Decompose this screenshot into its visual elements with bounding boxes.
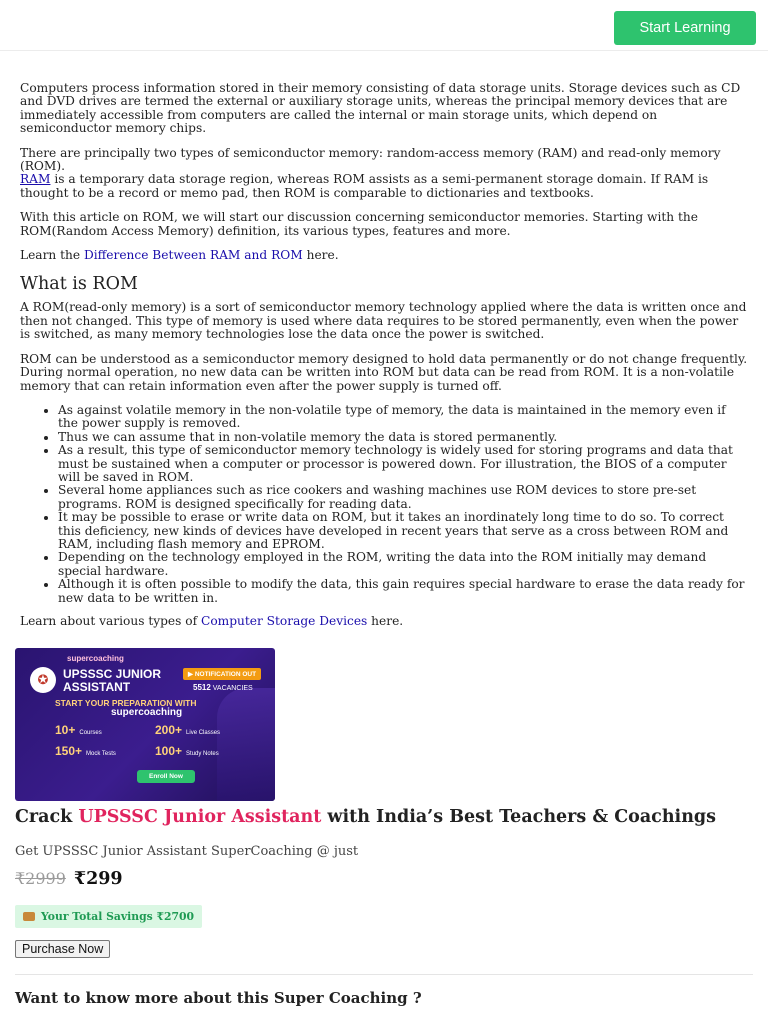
stat-live-classes (155, 723, 220, 737)
learn-storage-line (20, 615, 748, 628)
storage-suffix: here. (367, 614, 404, 628)
stat-label: Courses (79, 730, 102, 737)
intro-paragraph-2 (20, 147, 748, 201)
banner-title-line-2: ASSISTANT (63, 680, 131, 695)
list-item: • It may be possible to erase or write data on ROM, but it takes an inordinately long time to do so. To correct this deficiency, new kinds of devices have developed in recent years that serve as a cross between ROM and RAM, including flash memory and EPROM. (58, 511, 748, 551)
savings-badge (15, 905, 202, 928)
stat-study-notes (155, 744, 219, 758)
banner-brand: supercoaching (67, 654, 124, 664)
ram-link[interactable]: RAM (20, 172, 51, 187)
stat-label: Mock Tests (86, 751, 116, 758)
stat-number: 200+ (155, 723, 183, 738)
crack-highlight: UPSSSC Junior Assistant (78, 807, 322, 828)
wallet-icon (23, 912, 35, 921)
start-learning-button[interactable]: Start Learning (614, 11, 756, 45)
article-body (0, 82, 768, 628)
stat-label: Live Classes (186, 730, 221, 737)
stat-number: 10+ (55, 723, 76, 738)
section-heading: What is ROM (20, 274, 138, 295)
learn-suffix: here. (302, 248, 339, 263)
stat-number: 100+ (155, 744, 183, 759)
intro-paragraph-2-end: is a temporary data storage region, whereas ROM assists as a semi-permanent storage domain. If RAM is thought to be a record or memo pad, then ROM is comparable to dictionaries and textbooks. (20, 172, 709, 200)
banner-title (63, 668, 161, 694)
promo-subtext: Get UPSSSC Junior Assistant SuperCoaching @ just (15, 844, 359, 860)
price-row (15, 869, 753, 889)
stat-label: Study Notes (186, 751, 219, 758)
promo-heading (15, 806, 753, 828)
more-info-heading: Want to know more about this Super Coaching ? (15, 989, 422, 1008)
purchase-now-button[interactable]: Purchase Now (15, 940, 110, 958)
section-paragraph-2: ROM can be understood as a semiconductor memory designed to hold data permanently or do not change frequently. During normal operation, no new data can be written into ROM but data can be read from ROM. It is a non-volatile memory that can retain information even after the power supply is turned off. (20, 351, 748, 393)
list-item: • Thus we can assume that in non-volatile memory the data is stored permanently. (58, 431, 748, 444)
top-bar (0, 0, 768, 51)
teacher-image (217, 688, 275, 801)
section-paragraph-1: A ROM(read-only memory) is a sort of semiconductor memory technology applied where the data is written once and then not changed. This type of memory is used where data requires to be stored permanently, even when the power is switched, as many memory technologies lose the data once the power is switched. (20, 300, 747, 342)
rom-bullet-list (20, 404, 748, 605)
promo-section (0, 648, 768, 1007)
stat-number: 150+ (55, 744, 83, 759)
intro-paragraph-2-start: There are principally two types of semiconductor memory: random-access memory (RAM) and read-only memory (ROM). (20, 145, 721, 174)
promo-banner-image[interactable] (15, 648, 275, 801)
vacancies-label: VACANCIES (212, 685, 253, 693)
notification-badge: ▶ NOTIFICATION OUT (183, 668, 261, 680)
savings-text: Your Total Savings ₹2700 (41, 910, 195, 924)
intro-paragraph-1: Computers process information stored in their memory consisting of data storage units. Storage devices such as CD and DVD drives are termed the external or auxiliary storage units, whereas the principal memory devices that are immediately accessible from computers are called the internal or main storage units, which depend on semiconductor memory chips. (20, 81, 741, 136)
computer-storage-devices-link[interactable]: Computer Storage Devices (201, 614, 368, 628)
stat-mock-tests (55, 744, 116, 758)
discounted-price: ₹299 (73, 869, 123, 890)
stat-courses (55, 723, 102, 737)
enroll-now-button[interactable]: Enroll Now (137, 770, 195, 783)
up-emblem-icon: ✪ (30, 667, 56, 693)
list-item: • Several home appliances such as rice cookers and washing machines use ROM devices to store pre-set programs. ROM is designed specifically for reading data. (58, 484, 748, 511)
banner-title-line-1: UPSSSC JUNIOR (63, 667, 162, 682)
storage-prefix: Learn about various types of (20, 614, 201, 628)
banner-supercoaching-text: supercoaching (111, 707, 183, 719)
divider (15, 974, 753, 975)
learn-difference-line (20, 249, 748, 262)
original-price: ₹2999 (15, 869, 66, 889)
learn-prefix: Learn the (20, 248, 84, 263)
notification-text: NOTIFICATION OUT (194, 671, 257, 679)
list-item: • Depending on the technology employed in the ROM, writing the data into the ROM initially may demand special hardware. (58, 551, 748, 578)
list-item: • Although it is often possible to modify the data, this gain requires special hardware to erase the data ready for new data to be written in. (58, 578, 748, 605)
list-item: • As a result, this type of semiconductor memory technology is widely used for storing programs and data that must be sustained when a computer or processor is powered down. For illustration, the BIOS of a computer will be saved in ROM. (58, 444, 748, 484)
crack-suffix: with India’s Best Teachers & Coachings (321, 807, 717, 828)
crack-prefix: Crack (15, 807, 79, 828)
banner-prep-text: START YOUR PREPARATION WITH (55, 698, 197, 709)
difference-ram-rom-link[interactable]: Difference Between RAM and ROM (83, 248, 303, 263)
intro-paragraph-3: With this article on ROM, we will start our discussion concerning semiconductor memories. Starting with the ROM(Random Access Memory) definition, its various types, features and more. (20, 210, 698, 238)
vacancies-number: 5512 (193, 683, 211, 693)
vacancies (193, 683, 253, 692)
list-item: • As against volatile memory in the non-volatile type of memory, the data is maintained in the memory even if the power supply is removed. (58, 404, 748, 431)
